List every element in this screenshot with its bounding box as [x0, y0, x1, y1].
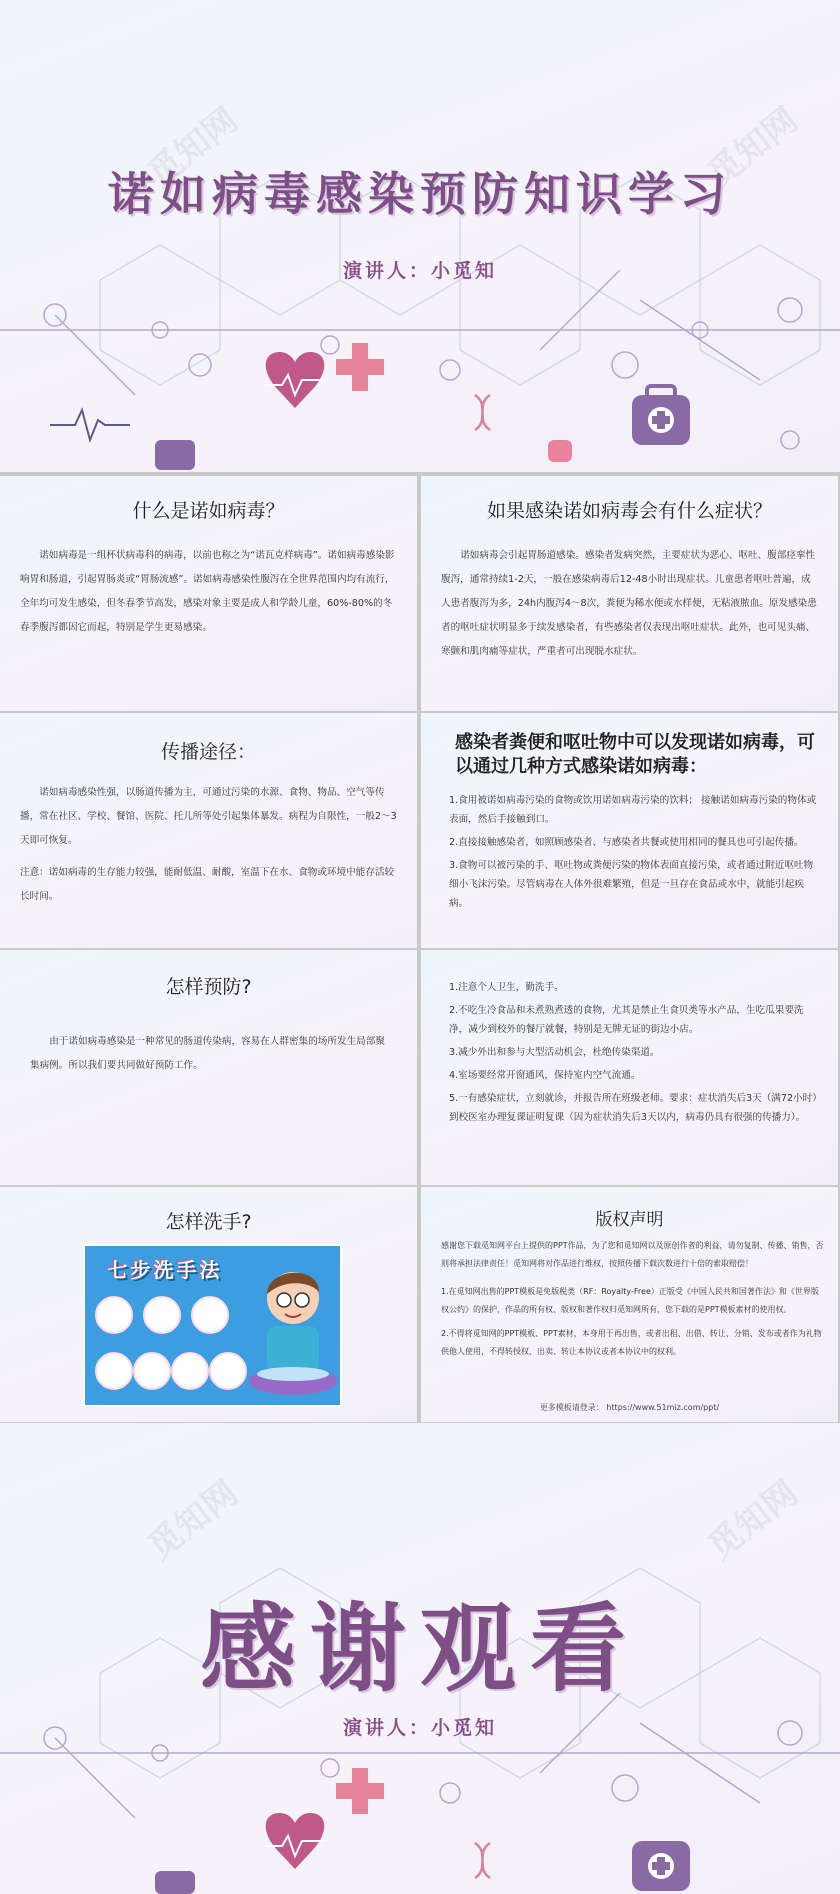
card-title: 怎样预防?: [165, 976, 252, 998]
copyright-paragraph: 2.不得将觅知网的PPT模板、PPT素材，本身用于再出售，或者出租、出借、转让、分销、发布或者作为礼物供他人使用，不得转授权、出卖、转让本协议或者本协议中的权利。: [441, 1329, 822, 1356]
ways-list: [449, 791, 820, 917]
card-prevent: [0, 950, 417, 1185]
list-item: 5.一有感染症状，立刻就诊，并报告所在班级老师。要求：症状消失后3天（满72小时）到校医室办理复课证明复课（因为症状消失后3天以内，病毒仍具有很强的传播力）。: [449, 1093, 818, 1123]
hand-step-icon: [95, 1352, 133, 1390]
list-item: 1.注意个人卫生，勤洗手。: [449, 982, 564, 993]
list-item: 3.食物可以被污染的手、呕吐物或粪便污染的物体表面直接污染，或者通过附近呕吐物细小飞沫污染。尽管病毒在人体外很难繁殖，但是一旦存在食品或水中，就能引起疾病。: [449, 860, 814, 909]
card-text: 由于诺如病毒感染是一种常见的肠道传染病，容易在人群密集的场所发生局部聚集病例。所以我们要共同做好预防工作。: [30, 1036, 385, 1071]
hand-step-icon: [209, 1352, 247, 1390]
card-text: 诺如病毒会引起胃肠道感染。感染者发病突然，主要症状为恶心、呕吐、腹部痉挛性腹泻，通常持续1-2天，一般在感染病毒后12-48小时出现症状。儿童患者呕吐普遍，成人患者腹泻为多，24h内腹泻4～8次，粪便为稀水便或水样便，无粘液脓血。原发感染患者的呕吐症状明显多于续发感染者，有些感染者仅表现出呕吐症状。此外，也可见头痛、寒颤和肌肉痛等症状，严重者可出现脱水症状。: [441, 550, 817, 657]
card-infection-ways: [421, 713, 838, 948]
card-text: 诺如病毒是一组杯状病毒科的病毒，以前也称之为“诺瓦克样病毒”。诺如病毒感染影响胃和肠道，引起胃肠炎或“胃肠流感”。诺如病毒感染性腹泻在全世界范围内均有流行，全年均可发生感染，但冬春季节高发，感染对象主要是成人和学龄儿童，60%-80%的冬春季腹泻都因它而起，特别是学生更易感染。: [20, 550, 395, 633]
watermark: 觅知网: [140, 100, 246, 195]
watermark: 觅知网: [700, 1473, 806, 1568]
page-title: 诺如病毒感染预防知识学习: [108, 167, 732, 221]
card-note: 注意：诺如病毒的生存能力较强，能耐低温、耐酸，室温下在水、食物或环境中能存活较长时间。: [20, 867, 395, 902]
copyright-paragraph: 1.在觅知网出售的PPT模板是免版税类（RF：Royalty-Free）正版受《中国人民共和国著作法》和《世界版权公约》的保护，作品的所有权、版权和著作权归觅知网所有，您下载的是PPT模板素材的使用权。: [441, 1287, 819, 1314]
list-item: 4.室场要经常开窗通风，保持室内空气流通。: [449, 1070, 641, 1081]
watermark: 觅知网: [140, 1473, 246, 1568]
copyright-paragraph: 感谢您下载觅知网平台上提供的PPT作品，为了您和觅知网以及原创作者的利益，请勿复制、传播、销售，否则将承担法律责任！觅知网将对作品进行维权，按照传播下载次数进行十倍的索取赔偿！: [441, 1241, 824, 1268]
card-what-is: [0, 476, 417, 711]
thanks-title: 感谢观看: [200, 1592, 640, 1705]
copyright-text: [441, 1237, 824, 1365]
card-copyright: [421, 1187, 838, 1422]
prevent-list: [449, 978, 820, 1131]
hand-step-icon: [133, 1352, 171, 1390]
card-transmission: [0, 713, 417, 948]
hand-step-icon: [143, 1296, 181, 1334]
list-item: 1.食用被诺如病毒污染的食物或饮用诺如病毒污染的饮料； 接触诺如病毒污染的物体或表面，然后手接触到口。: [449, 795, 817, 825]
card-title: 感染者粪便和呕吐物中可以发现诺如病毒，可以通过几种方式感染诺如病毒：: [455, 732, 815, 777]
card-title: 如果感染诺如病毒会有什么症状？: [486, 500, 772, 522]
card-symptoms: [421, 476, 838, 711]
card-title: 传播途径：: [160, 741, 256, 763]
card-text: 诺如病毒感染性强，以肠道传播为主，可通过污染的水源、食物、物品、空气等传播，常在社区、学校、餐馆、医院、托儿所等处引起集体暴发。病程为自限性，一般2～3天即可恢复。: [20, 787, 397, 846]
hand-step-icon: [191, 1296, 229, 1334]
hand-step-icon: [95, 1296, 133, 1334]
card-title: 怎样洗手?: [165, 1211, 252, 1233]
list-item: 2.直接接触感染者，如照顾感染者、与感染者共餐或使用相同的餐具也可引起传播。: [449, 837, 804, 848]
list-item: 2.不吃生冷食品和未煮熟煮透的食物，尤其是禁止生食贝类等水产品，生吃瓜果要洗净，减少到校外的餐厅就餐，特别是无牌无证的街边小店。: [449, 1005, 804, 1035]
hand-step-icon: [171, 1352, 209, 1390]
illustration-title: 七步洗手法: [107, 1258, 223, 1282]
more-templates-link[interactable]: 更多模板请登录： https://www.51miz.com/ppt/: [539, 1403, 720, 1412]
thanks-slide: [0, 1423, 840, 1894]
card-title: 什么是诺如病毒？: [132, 500, 285, 522]
watermark: 觅知网: [700, 100, 806, 195]
card-title: 版权声明: [595, 1210, 664, 1230]
card-prevent-list: [421, 950, 838, 1185]
speaker-label: 演讲人：小觅知: [342, 1717, 497, 1739]
boy-washing-icon: [245, 1256, 340, 1401]
title-slide: [0, 0, 840, 472]
speaker-label: 演讲人：小觅知: [342, 260, 497, 282]
handwash-illustration: [83, 1244, 342, 1407]
list-item: 3.减少外出和参与大型活动机会，杜绝传染渠道。: [449, 1047, 660, 1058]
